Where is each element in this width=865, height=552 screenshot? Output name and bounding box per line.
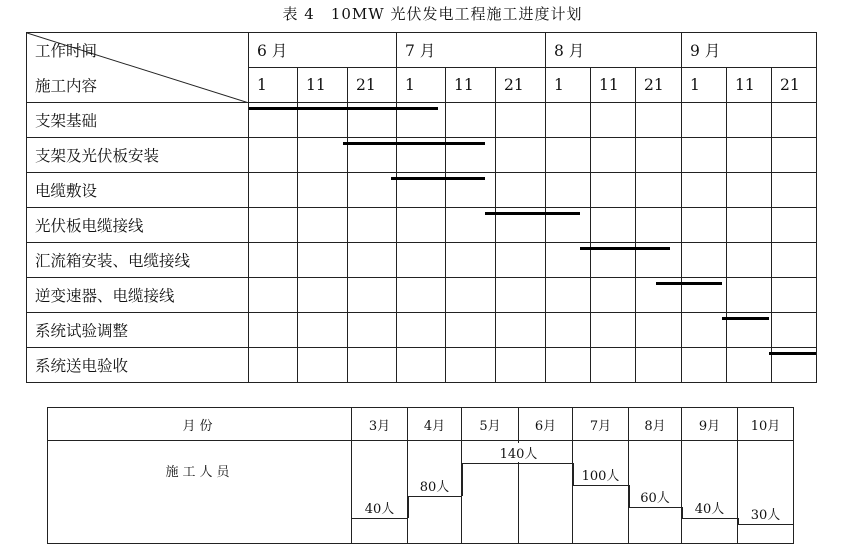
schedule-cell — [636, 173, 682, 208]
schedule-cell — [682, 313, 727, 348]
schedule-cell — [546, 278, 591, 313]
schedule-cell — [496, 348, 546, 383]
schedule-cell — [348, 243, 397, 278]
schedule-cell — [772, 138, 817, 173]
staff-value-label: 40人 — [694, 498, 726, 517]
schedule-cell — [446, 243, 496, 278]
schedule-cell — [496, 103, 546, 138]
staff-month: 3月 — [352, 408, 408, 441]
schedule-cell — [772, 103, 817, 138]
schedule-cell — [546, 138, 591, 173]
schedule-cell — [546, 173, 591, 208]
schedule-cell — [591, 173, 636, 208]
schedule-cell — [249, 313, 298, 348]
schedule-cell — [682, 103, 727, 138]
schedule-cell — [682, 173, 727, 208]
schedule-cell — [727, 348, 772, 383]
staff-cell — [629, 441, 682, 544]
task-row — [27, 348, 817, 383]
schedule-cell — [682, 138, 727, 173]
task-name: 系统试验调整 — [27, 313, 249, 348]
staff-cell — [352, 441, 408, 544]
gantt-bar — [656, 282, 722, 285]
schedule-cell — [682, 208, 727, 243]
schedule-cell — [397, 278, 446, 313]
gantt-bar — [580, 247, 670, 250]
staff-cell — [738, 441, 794, 544]
day-header: 1 — [249, 68, 298, 103]
schedule-cell — [546, 348, 591, 383]
day-header: 21 — [772, 68, 817, 103]
schedule-cell — [298, 138, 348, 173]
schedule-cell — [591, 103, 636, 138]
month-header: 7 月 — [397, 33, 546, 68]
day-header: 11 — [446, 68, 496, 103]
gantt-bar — [249, 107, 438, 110]
corner-label-time: 工作时间 — [35, 42, 98, 60]
schedule-cell — [591, 138, 636, 173]
schedule-cell — [546, 313, 591, 348]
day-header: 21 — [348, 68, 397, 103]
schedule-cell — [772, 278, 817, 313]
schedule-cell — [446, 278, 496, 313]
schedule-cell — [591, 313, 636, 348]
schedule-cell — [496, 313, 546, 348]
schedule-cell — [727, 173, 772, 208]
schedule-cell — [591, 208, 636, 243]
schedule-cell — [298, 348, 348, 383]
staff-row-label: 施工人员 — [48, 441, 352, 544]
schedule-cell — [298, 208, 348, 243]
schedule-cell — [591, 348, 636, 383]
schedule-cell — [298, 243, 348, 278]
schedule-cell — [772, 208, 817, 243]
staff-month: 4月 — [408, 408, 462, 441]
gantt-bar — [343, 142, 485, 145]
staff-value-label: 30人 — [750, 504, 782, 523]
gantt-bar — [485, 212, 580, 215]
schedule-cell — [397, 208, 446, 243]
staffing-table — [47, 407, 794, 544]
staff-month: 10月 — [738, 408, 794, 441]
schedule-cell — [636, 313, 682, 348]
schedule-cell — [348, 313, 397, 348]
task-name: 逆变速器、电缆接线 — [27, 278, 249, 313]
schedule-cell — [727, 208, 772, 243]
gantt-bar — [722, 317, 769, 320]
schedule-cell — [727, 243, 772, 278]
staff-cell — [462, 441, 519, 544]
schedule-cell — [727, 278, 772, 313]
staff-value-label: 100人 — [581, 465, 621, 484]
gantt-bar — [769, 352, 816, 355]
schedule-cell — [249, 243, 298, 278]
corner-header-cell — [27, 33, 249, 103]
schedule-cell — [446, 348, 496, 383]
staff-value-label: 80人 — [419, 476, 451, 495]
staff-month: 6月 — [519, 408, 573, 441]
staff-month: 5月 — [462, 408, 519, 441]
schedule-cell — [496, 138, 546, 173]
schedule-cell — [348, 278, 397, 313]
schedule-cell — [636, 348, 682, 383]
schedule-cell — [446, 313, 496, 348]
schedule-cell — [249, 173, 298, 208]
staff-month: 9月 — [682, 408, 738, 441]
schedule-cell — [636, 103, 682, 138]
schedule-cell — [348, 348, 397, 383]
staff-cell — [408, 441, 462, 544]
schedule-table — [26, 32, 817, 383]
day-header: 11 — [298, 68, 348, 103]
corner-label-content: 施工内容 — [35, 77, 98, 95]
schedule-cell — [446, 103, 496, 138]
staff-month: 8月 — [629, 408, 682, 441]
task-name: 汇流箱安装、电缆接线 — [27, 243, 249, 278]
schedule-cell — [682, 243, 727, 278]
schedule-cell — [348, 173, 397, 208]
task-name: 系统送电验收 — [27, 348, 249, 383]
schedule-cell — [249, 138, 298, 173]
schedule-cell — [397, 348, 446, 383]
month-header-label: 月份 — [48, 408, 352, 441]
task-row — [27, 243, 817, 278]
task-row — [27, 208, 817, 243]
task-name: 光伏板电缆接线 — [27, 208, 249, 243]
staff-value-label: 60人 — [639, 487, 671, 506]
table-title: 表 4 10MW 光伏发电工程施工进度计划 — [282, 5, 583, 23]
day-header: 21 — [496, 68, 546, 103]
staff-cell — [573, 441, 629, 544]
schedule-cell — [636, 208, 682, 243]
task-row — [27, 313, 817, 348]
schedule-cell — [772, 173, 817, 208]
day-header: 1 — [546, 68, 591, 103]
month-header: 6 月 — [249, 33, 397, 68]
staff-value-label: 140人 — [499, 443, 539, 462]
month-header: 9 月 — [682, 33, 817, 68]
task-name: 支架基础 — [27, 103, 249, 138]
schedule-cell — [496, 173, 546, 208]
month-header: 8 月 — [546, 33, 682, 68]
day-header: 11 — [727, 68, 772, 103]
schedule-cell — [298, 313, 348, 348]
staff-value-label: 40人 — [364, 498, 396, 517]
schedule-cell — [249, 278, 298, 313]
schedule-cell — [397, 313, 446, 348]
schedule-cell — [682, 348, 727, 383]
schedule-cell — [727, 138, 772, 173]
task-name: 电缆敷设 — [27, 173, 249, 208]
schedule-cell — [772, 313, 817, 348]
task-name: 支架及光伏板安装 — [27, 138, 249, 173]
schedule-cell — [348, 208, 397, 243]
day-header: 1 — [397, 68, 446, 103]
schedule-cell — [772, 243, 817, 278]
schedule-cell — [397, 243, 446, 278]
staff-month: 7月 — [573, 408, 629, 441]
schedule-cell — [496, 243, 546, 278]
schedule-cell — [546, 103, 591, 138]
schedule-cell — [636, 138, 682, 173]
staff-cell — [682, 441, 738, 544]
schedule-cell — [249, 208, 298, 243]
schedule-cell — [496, 278, 546, 313]
schedule-cell — [727, 103, 772, 138]
gantt-bar — [391, 177, 486, 180]
day-header: 1 — [682, 68, 727, 103]
day-header: 21 — [636, 68, 682, 103]
day-header: 11 — [591, 68, 636, 103]
schedule-cell — [298, 173, 348, 208]
staff-cell — [519, 441, 573, 544]
schedule-cell — [249, 348, 298, 383]
schedule-cell — [591, 278, 636, 313]
schedule-cell — [298, 278, 348, 313]
